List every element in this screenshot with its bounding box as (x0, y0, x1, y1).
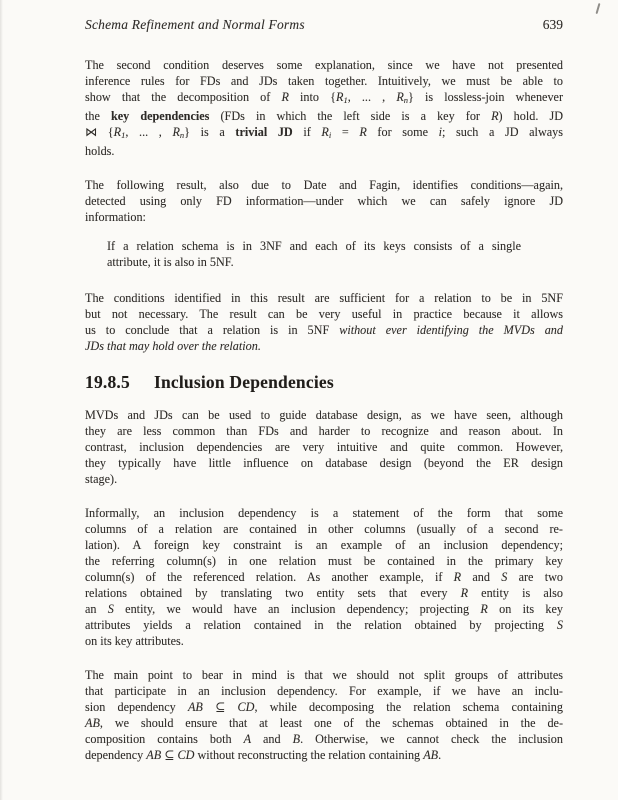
page-body (85, 57, 563, 763)
section-number: 19.8.5 (85, 372, 130, 392)
text-segment: they are less common than FDs and harder to recognize and reason about. In (85, 424, 563, 438)
text-segment: without reconstructing the relation containing (194, 748, 424, 762)
text-segment: . Otherwise, we cannot check the inclusion (300, 732, 563, 746)
paragraph (85, 505, 563, 649)
text-line (85, 617, 563, 633)
text-segment: information: (85, 210, 146, 224)
text-segment: R (172, 125, 180, 139)
text-segment: , we should ensure that at least one of the schemas obtained in the de- (99, 716, 563, 730)
text-segment: n (403, 95, 409, 105)
text-segment: and (461, 570, 502, 584)
text-line (85, 322, 563, 338)
text-segment: show that the decomposition of (85, 90, 282, 104)
paragraph (85, 290, 563, 354)
text-segment: R (480, 602, 488, 616)
text-segment: R (281, 90, 289, 104)
section-title: Inclusion Dependencies (153, 372, 334, 392)
text-segment: S (501, 570, 508, 584)
text-segment: R (491, 109, 499, 123)
text-line (85, 569, 563, 585)
text-segment: columns of a relation are contained in other columns (usually of a second re- (85, 522, 563, 536)
text-segment: but not necessary. The result can be very useful in practice because it allows (85, 307, 563, 321)
text-segment: The second condition deserves some explanation, since we have not presented (85, 58, 563, 72)
paragraph (85, 667, 563, 763)
text-segment: If a relation schema is in 3NF and each of its keys consists of a single (107, 239, 521, 253)
text-segment: . (438, 748, 442, 762)
text-line (85, 537, 563, 553)
text-segment: they typically have little influence on database design (beyond the ER design (85, 456, 563, 470)
text-segment: detected using only FD information—under which we can safely ignore JD (85, 194, 563, 208)
paragraph (85, 57, 563, 159)
text-segment: attributes yields a relation contained in the relation obtained by projecting (85, 618, 557, 632)
text-segment: trivial JD (235, 125, 293, 139)
text-segment: S (556, 618, 563, 632)
text-segment: R (396, 90, 404, 104)
text-line (107, 254, 521, 270)
text-segment: composition contains both (85, 732, 244, 746)
text-segment: S (107, 602, 114, 616)
text-segment: , while decomposing the relation schema containing (254, 700, 563, 714)
text-segment: The conditions identified in this result are sufficient for a relation to be in 5NF (85, 291, 563, 305)
text-segment: CD (237, 700, 255, 714)
text-segment: , ... , (347, 90, 397, 104)
text-line (85, 407, 563, 423)
text-line (85, 455, 563, 471)
text-segment: contrast, inclusion dependencies are very intuitive and quite common. However, (85, 440, 563, 454)
text-line (85, 108, 563, 124)
text-segment: 1 (121, 130, 126, 140)
text-segment: ; such a JD always (442, 125, 563, 139)
text-line (85, 306, 563, 322)
text-segment: holds. (85, 144, 115, 158)
text-segment: and (251, 732, 293, 746)
text-segment: AB (146, 748, 162, 762)
text-line (85, 439, 563, 455)
text-line (85, 667, 563, 683)
text-segment: key dependencies (110, 109, 210, 123)
text-segment: CD (177, 748, 195, 762)
text-segment: for some (366, 125, 439, 139)
running-title: Schema Refinement and Normal Forms (85, 17, 305, 32)
text-line (85, 731, 563, 747)
text-line (85, 633, 563, 649)
text-line (85, 715, 563, 731)
paragraph (85, 177, 563, 225)
text-segment: ⊆ (161, 748, 178, 762)
text-line (85, 699, 563, 715)
text-line (85, 683, 563, 699)
text-segment: = (331, 125, 360, 139)
text-segment: ⋈ { (85, 125, 114, 139)
text-segment: the referring column(s) in one relation must be contained in the primary key (85, 554, 563, 568)
text-line (85, 290, 563, 306)
quote-block (107, 238, 521, 270)
text-segment: that participate in an inclusion dependency. For example, if we have an inclu- (85, 684, 563, 698)
text-segment: entity is also (468, 586, 563, 600)
text-segment: if (292, 125, 322, 139)
text-segment: R (453, 570, 462, 584)
text-segment: are two (507, 570, 564, 584)
text-segment: ) hold. JD (498, 109, 563, 123)
text-segment: dependency (85, 748, 147, 762)
text-segment: The following result, also due to Date and Fagin, identifies conditions—again, (85, 178, 563, 192)
text-line (85, 505, 563, 521)
text-line (85, 585, 563, 601)
pen-tick-mark-icon (596, 3, 601, 14)
text-line (85, 338, 563, 354)
text-segment: (FDs in which the left side is a key for (209, 109, 492, 123)
text-segment: into { (288, 90, 336, 104)
text-segment: B (292, 732, 301, 746)
text-segment: on its key (487, 602, 563, 616)
text-segment: entity, we would have an inclusion dependency; projecting (113, 602, 481, 616)
text-line (85, 193, 563, 209)
text-line (85, 89, 563, 108)
text-line (85, 143, 563, 159)
text-segment: the (85, 109, 111, 123)
text-segment: , ... , (125, 125, 173, 139)
text-segment: R (359, 125, 367, 139)
text-segment: R (321, 125, 329, 139)
text-segment: } is lossless-join whenever (408, 90, 564, 104)
text-line (85, 471, 563, 487)
text-segment: MVDs and JDs can be used to guide database design, as we have seen, although (85, 408, 563, 422)
text-line (85, 747, 563, 763)
text-line (85, 73, 563, 89)
text-segment: us to conclude that a relation is in 5NF (85, 323, 340, 337)
text-segment: Informally, an inclusion dependency is a statement of the form that some (85, 506, 563, 520)
text-segment: n (179, 130, 185, 140)
text-line (85, 601, 563, 617)
text-line (85, 521, 563, 537)
text-segment: stage). (85, 472, 118, 486)
text-segment: AB (85, 716, 100, 730)
text-segment: AB (187, 700, 203, 714)
scan-edge-shadow (0, 0, 3, 800)
text-segment: A (243, 732, 252, 746)
text-line (85, 553, 563, 569)
text-segment: sion dependency (85, 700, 188, 714)
paragraph (85, 407, 563, 487)
text-segment: lation). A foreign key constraint is an example of an inclusion dependency; (85, 538, 563, 552)
text-segment: R (460, 586, 469, 600)
text-segment: on its key attributes. (85, 634, 184, 648)
text-line (107, 238, 521, 254)
text-segment: R (113, 125, 122, 139)
text-segment: i (438, 125, 442, 139)
text-segment: } is a (184, 125, 236, 139)
text-line (85, 209, 563, 225)
page-number: 639 (542, 17, 563, 32)
text-segment: 1 (343, 95, 348, 105)
text-segment: i (328, 130, 332, 140)
text-segment: inference rules for FDs and JDs taken together. Intuitively, we must be able to (85, 74, 563, 88)
text-segment: without ever identifying the MVDs and (339, 323, 563, 337)
text-segment: JDs that may hold over the relation. (85, 339, 261, 353)
page-content (85, 17, 563, 781)
text-line (85, 177, 563, 193)
text-segment: column(s) of the referenced relation. As another example, if (85, 570, 454, 584)
text-line (85, 124, 563, 143)
text-segment: attribute, it is also in 5NF. (107, 255, 234, 269)
text-segment: AB (423, 748, 439, 762)
text-segment: The main point to bear in mind is that we should not split groups of attributes (85, 668, 563, 682)
text-segment: ⊆ (202, 700, 238, 714)
text-segment: R (335, 90, 344, 104)
text-segment: an (85, 602, 108, 616)
text-line (85, 423, 563, 439)
page-header (85, 17, 563, 33)
section-heading (85, 372, 563, 393)
text-segment: relations obtained by translating two entity sets that every (85, 586, 461, 600)
text-line (85, 57, 563, 73)
